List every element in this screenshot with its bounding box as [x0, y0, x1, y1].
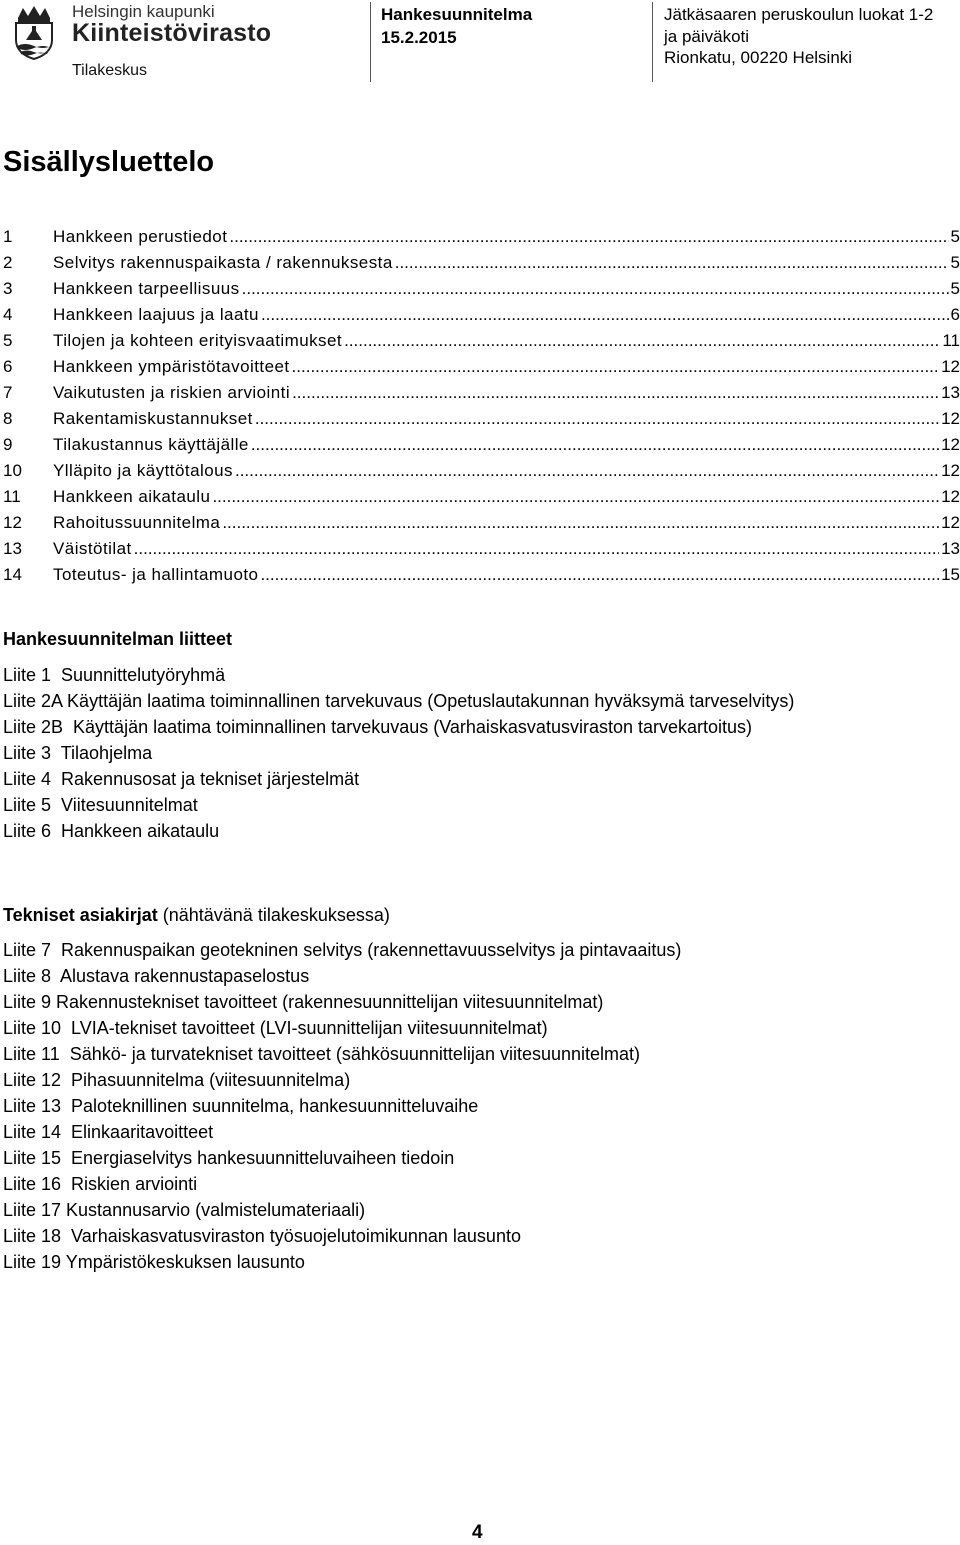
- org-unit: Tilakeskus: [72, 62, 147, 79]
- project-address: Rionkatu, 00220 Helsinki: [664, 48, 853, 67]
- toc-leader-dots: [222, 510, 939, 536]
- toc-leader-dots: [260, 562, 939, 588]
- toc-entry-page: 5: [950, 227, 960, 246]
- toc-entry-number: 1: [3, 227, 13, 246]
- toc-entry-number: 8: [3, 409, 13, 428]
- toc-entry-number: 14: [3, 565, 22, 584]
- attachment-item: Liite 2A Käyttäjän laatima toiminnallinen tarvekuvaus (Opetuslautakunnan hyväksymä tarveselvitys): [3, 691, 795, 711]
- technical-document-item: Liite 15 Energiaselvitys hankesuunnitteluvaiheen tiedoin: [3, 1148, 455, 1168]
- toc-entry-number: 2: [3, 253, 13, 272]
- toc-entry-page: 12: [941, 409, 960, 428]
- technical-document-item: Liite 11 Sähkö- ja turvatekniset tavoitteet (sähkösuunnittelijan viitesuunnitelmat): [3, 1044, 641, 1064]
- toc-entry-page: 12: [941, 513, 960, 532]
- toc-entry[interactable]: [3, 224, 960, 250]
- toc-leader-dots: [261, 302, 949, 328]
- toc-entry-page: 15: [941, 565, 960, 584]
- document-date: 15.2.2015: [381, 28, 457, 47]
- technical-document-item: Liite 7 Rakennuspaikan geotekninen selvitys (rakennettavuusselvitys ja pintavaaitus): [3, 940, 682, 960]
- technical-document-item: Liite 10 LVIA-tekniset tavoitteet (LVI-suunnittelijan viitesuunnitelmat): [3, 1018, 548, 1038]
- toc-entry[interactable]: [3, 562, 960, 588]
- attachments-list: [3, 662, 958, 844]
- toc-entry-title: Tilojen ja kohteen erityisvaatimukset: [53, 331, 343, 350]
- page-title: Sisällysluettelo: [3, 146, 215, 178]
- attachment-item: Liite 2B Käyttäjän laatima toiminnallinen tarvekuvaus (Varhaiskasvatusviraston tarvekartoitus): [3, 717, 753, 737]
- toc-entry-number: 13: [3, 539, 22, 558]
- toc-entry-title: Tilakustannus käyttäjälle: [53, 435, 249, 454]
- technical-document-item: Liite 8 Alustava rakennustapaselostus: [3, 966, 310, 986]
- attachment-item: Liite 6 Hankkeen aikataulu: [3, 821, 220, 841]
- toc-leader-dots: [235, 458, 939, 484]
- technical-documents-heading-note: (nähtävänä tilakeskuksessa): [157, 905, 390, 925]
- toc-entry-page: 11: [942, 331, 960, 350]
- org-department: Kiinteistövirasto: [72, 19, 272, 47]
- toc-entry[interactable]: [3, 328, 960, 354]
- toc-entry-page: 12: [941, 487, 960, 506]
- technical-documents-list: [3, 937, 958, 1275]
- attachment-item: Liite 5 Viitesuunnitelmat: [3, 795, 198, 815]
- technical-document-item: Liite 9 Rakennustekniset tavoitteet (rakennesuunnittelijan viitesuunnitelmat): [3, 992, 604, 1012]
- header-divider: [370, 2, 371, 82]
- project-name-line2: ja päiväkoti: [664, 27, 750, 46]
- toc-entry-number: 3: [3, 279, 13, 298]
- document-type: Hankesuunnitelma: [381, 5, 533, 24]
- attachments-heading: Hankesuunnitelman liitteet: [3, 629, 233, 649]
- toc-leader-dots: [292, 380, 939, 406]
- toc-leader-dots: [242, 276, 949, 302]
- toc-entry-title: Rakentamiskustannukset: [53, 409, 253, 428]
- technical-documents-heading: [3, 905, 390, 926]
- attachment-item: Liite 4 Rakennusosat ja tekniset järjestelmät: [3, 769, 360, 789]
- technical-document-item: Liite 14 Elinkaaritavoitteet: [3, 1122, 214, 1142]
- toc-entry[interactable]: [3, 276, 960, 302]
- toc-entry-title: Väistötilat: [53, 539, 132, 558]
- toc-leader-dots: [212, 484, 939, 510]
- toc-entry-page: 12: [941, 435, 960, 454]
- toc-entry[interactable]: [3, 484, 960, 510]
- org-city: Helsingin kaupunki: [72, 2, 215, 21]
- toc-entry-number: 9: [3, 435, 13, 454]
- toc-entry-title: Rahoitussuunnitelma: [53, 513, 221, 532]
- toc-entry[interactable]: [3, 380, 960, 406]
- toc-entry-number: 5: [3, 331, 13, 350]
- toc-entry-title: Hankkeen perustiedot: [53, 227, 228, 246]
- toc-entry-page: 5: [950, 279, 960, 298]
- document-header: [0, 0, 960, 90]
- table-of-contents: [3, 224, 960, 588]
- technical-document-item: Liite 19 Ympäristökeskuksen lausunto: [3, 1252, 305, 1272]
- toc-entry-page: 12: [941, 357, 960, 376]
- toc-entry-page: 5: [950, 253, 960, 272]
- toc-entry-number: 10: [3, 461, 22, 480]
- toc-entry-title: Vaikutusten ja riskien arviointi: [53, 383, 291, 402]
- toc-entry-page: 13: [941, 383, 960, 402]
- toc-leader-dots: [255, 406, 939, 432]
- helsinki-crest-icon: [8, 4, 60, 60]
- toc-entry-title: Hankkeen aikataulu: [53, 487, 211, 506]
- toc-leader-dots: [134, 536, 939, 562]
- header-divider: [652, 2, 653, 82]
- project-name-line1: Jätkäsaaren peruskoulun luokat 1-2: [664, 5, 934, 24]
- toc-leader-dots: [344, 328, 940, 354]
- toc-entry[interactable]: [3, 250, 960, 276]
- toc-entry[interactable]: [3, 354, 960, 380]
- toc-entry-title: Toteutus- ja hallintamuoto: [53, 565, 259, 584]
- toc-leader-dots: [229, 224, 948, 250]
- toc-entry-title: Hankkeen laajuus ja laatu: [53, 305, 259, 324]
- toc-entry-title: Hankkeen ympäristötavoitteet: [53, 357, 290, 376]
- toc-entry-page: 6: [950, 305, 960, 324]
- toc-entry[interactable]: [3, 510, 960, 536]
- technical-documents-heading-bold: Tekniset asiakirjat: [3, 905, 158, 925]
- toc-entry[interactable]: [3, 302, 960, 328]
- page-number: 4: [472, 1522, 483, 1543]
- toc-entry-title: Ylläpito ja käyttötalous: [53, 461, 233, 480]
- technical-document-item: Liite 13 Paloteknillinen suunnitelma, hankesuunnitteluvaihe: [3, 1096, 479, 1116]
- toc-entry-page: 12: [941, 461, 960, 480]
- technical-document-item: Liite 16 Riskien arviointi: [3, 1174, 198, 1194]
- toc-entry[interactable]: [3, 536, 960, 562]
- toc-entry-number: 12: [3, 513, 22, 532]
- toc-entry-number: 4: [3, 305, 13, 324]
- toc-entry-number: 11: [3, 487, 21, 506]
- toc-entry-number: 6: [3, 357, 13, 376]
- technical-document-item: Liite 17 Kustannusarvio (valmistelumateriaali): [3, 1200, 366, 1220]
- attachment-item: Liite 1 Suunnittelutyöryhmä: [3, 665, 226, 685]
- toc-entry-title: Selvitys rakennuspaikasta / rakennuksesta: [53, 253, 393, 272]
- toc-entry-title: Hankkeen tarpeellisuus: [53, 279, 240, 298]
- toc-leader-dots: [251, 432, 939, 458]
- technical-document-item: Liite 18 Varhaiskasvatusviraston työsuojelutoimikunnan lausunto: [3, 1226, 521, 1246]
- toc-entry[interactable]: [3, 406, 960, 432]
- toc-entry[interactable]: [3, 432, 960, 458]
- toc-entry[interactable]: [3, 458, 960, 484]
- attachment-item: Liite 3 Tilaohjelma: [3, 743, 153, 763]
- toc-leader-dots: [395, 250, 949, 276]
- technical-document-item: Liite 12 Pihasuunnitelma (viitesuunnitelma): [3, 1070, 351, 1090]
- toc-leader-dots: [292, 354, 940, 380]
- toc-entry-page: 13: [941, 539, 960, 558]
- toc-entry-number: 7: [3, 383, 13, 402]
